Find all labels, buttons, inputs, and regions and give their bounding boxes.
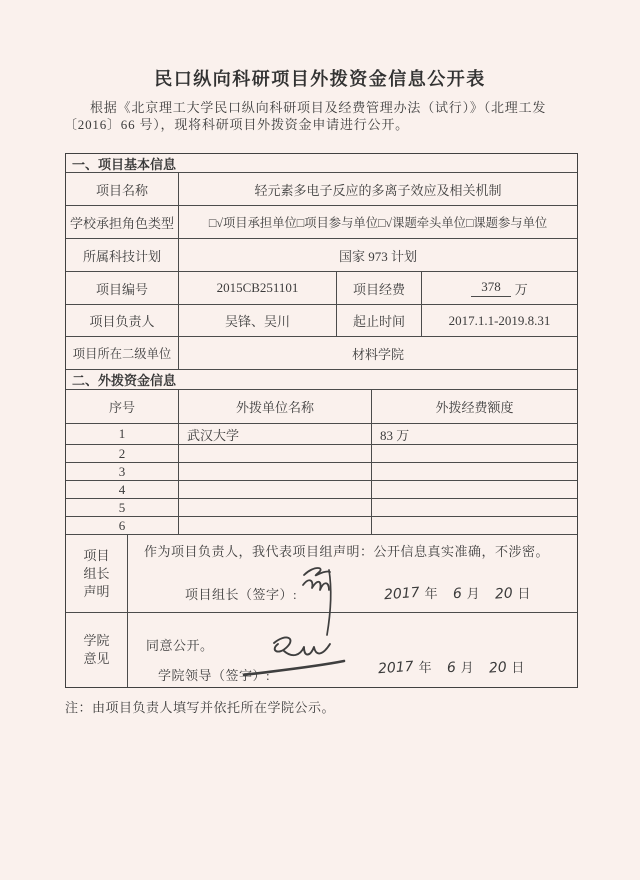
outbound-row-1 <box>66 424 577 445</box>
outbound-row-4-no: 4 <box>66 481 179 498</box>
outbound-row-5-amount <box>372 499 577 516</box>
outbound-row-6 <box>66 517 577 535</box>
intro-paragraph <box>64 99 564 133</box>
program-row <box>66 239 577 272</box>
declaration-label-line1: 项目 <box>83 547 110 563</box>
section2-header: 二、外拨资金信息 <box>66 370 577 390</box>
role-type-checkboxes: □√项目承担单位□项目参与单位□√课题牵头单位□课题参与单位 <box>208 216 548 230</box>
unit-row <box>66 337 577 370</box>
college-opinion-content <box>128 613 577 687</box>
declaration-date <box>384 583 530 602</box>
declaration-label-line2: 组长 <box>83 565 110 581</box>
duration-label: 起止时间 <box>337 305 422 336</box>
role-type-label: 学校承担角色类型 <box>66 206 179 238</box>
outbound-row-6-no: 6 <box>66 517 179 534</box>
project-no-budget-row <box>66 272 577 305</box>
college-sign-label: 学院领导（签字）: <box>158 668 271 683</box>
intro-line-1: 根据《北京理工大学民口纵向科研项目及经费管理办法（试行）》（北理工发 <box>90 100 547 115</box>
outbound-col-amount: 外拨经费额度 <box>435 400 514 415</box>
declaration-date-month-handwritten: 6 <box>452 585 463 603</box>
declaration-label <box>66 535 128 612</box>
college-date-day-handwritten: 20 <box>488 659 507 677</box>
college-label-line2: 意见 <box>83 651 110 666</box>
project-name-value: 轻元素多电子反应的多离子效应及相关机制 <box>254 182 502 198</box>
form-title: 民口纵向科研项目外拨资金信息公开表 <box>154 69 486 89</box>
duration-value: 2017.1.1-2019.8.31 <box>448 312 551 328</box>
budget-value-cell <box>422 272 577 304</box>
outbound-row-2-name <box>179 445 372 462</box>
budget-unit: 万 <box>514 281 528 297</box>
college-date <box>378 657 524 676</box>
intro-line-2: 〔2016〕66 号），现将科研项目外拨资金申请进行公开。 <box>64 117 409 132</box>
declaration-content <box>128 535 577 612</box>
outbound-col-name: 外拨单位名称 <box>179 390 372 423</box>
declaration-date-month-unit: 月 <box>466 586 480 601</box>
program-value: 国家 973 计划 <box>338 248 417 264</box>
program-label: 所属科技计划 <box>66 239 179 271</box>
unit-label: 项目所在二级单位 <box>66 337 179 369</box>
declaration-date-year-handwritten: 2017 <box>383 584 421 604</box>
declaration-date-day-handwritten: 20 <box>494 585 513 603</box>
role-type-row <box>66 206 577 239</box>
college-statement: 同意公开。 <box>146 638 214 653</box>
college-opinion-row <box>66 613 577 687</box>
outbound-row-1-name: 武汉大学 <box>179 424 372 444</box>
college-date-month-unit: 月 <box>460 660 474 675</box>
outbound-row-5-no: 5 <box>66 499 179 516</box>
outbound-col-no: 序号 <box>66 390 179 423</box>
unit-value: 材料学院 <box>351 346 404 362</box>
outbound-row-4-name <box>179 481 372 498</box>
college-date-month-handwritten: 6 <box>446 659 457 677</box>
outbound-row-3-name <box>179 463 372 480</box>
outbound-row-1-no: 1 <box>66 424 179 444</box>
declaration-label-line3: 声明 <box>83 583 110 599</box>
outbound-row-3-no: 3 <box>66 463 179 480</box>
declaration-sign-label: 项目组长（签字）: <box>185 587 298 602</box>
declaration-date-day-unit: 日 <box>517 586 531 601</box>
outbound-row-6-name <box>179 517 372 534</box>
project-name-row <box>66 173 577 206</box>
college-date-day-unit: 日 <box>511 660 525 675</box>
college-date-year-handwritten: 2017 <box>377 658 415 678</box>
outbound-row-5-name <box>179 499 372 516</box>
declaration-date-year-unit: 年 <box>424 586 438 601</box>
form-table <box>65 153 578 688</box>
project-no-value: 2015CB251101 <box>179 272 337 304</box>
budget-amount: 378 <box>471 279 511 297</box>
outbound-header-row <box>66 390 577 424</box>
budget-label: 项目经费 <box>337 272 422 304</box>
outbound-row-5 <box>66 499 577 517</box>
outbound-row-2-amount <box>372 445 577 462</box>
outbound-row-6-amount <box>372 517 577 534</box>
outbound-row-3-amount <box>372 463 577 480</box>
leader-value: 吴锋、吴川 <box>179 305 337 336</box>
declaration-statement: 作为项目负责人，我代表项目组声明：公开信息真实准确，不涉密。 <box>144 544 550 559</box>
project-no-label: 项目编号 <box>66 272 179 304</box>
outbound-row-2-no: 2 <box>66 445 179 462</box>
outbound-row-4 <box>66 481 577 499</box>
section1-header: 一、项目基本信息 <box>66 154 577 173</box>
college-opinion-label <box>66 613 128 687</box>
leader-label: 项目负责人 <box>66 305 179 336</box>
outbound-row-4-amount <box>372 481 577 498</box>
outbound-row-2 <box>66 445 577 463</box>
outbound-row-3 <box>66 463 577 481</box>
declaration-row <box>66 535 577 613</box>
outbound-row-1-amount: 83 万 <box>380 427 410 443</box>
project-name-label: 项目名称 <box>66 173 179 205</box>
college-date-year-unit: 年 <box>418 660 432 675</box>
leader-duration-row <box>66 305 577 337</box>
footnote: 注：由项目负责人填写并依托所在学院公示。 <box>65 700 336 715</box>
college-label-line1: 学院 <box>83 633 110 648</box>
